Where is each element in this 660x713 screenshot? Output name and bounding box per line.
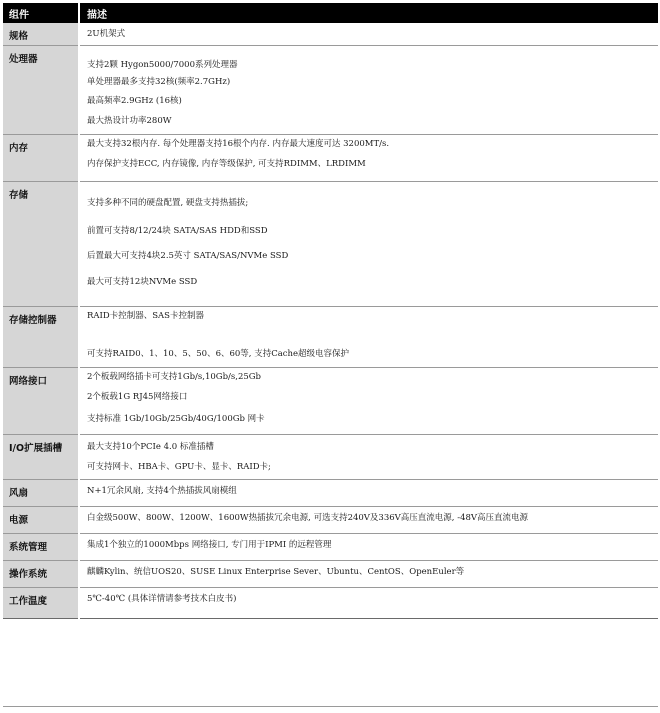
spec-line: 最大热设计功率280W [87, 116, 172, 126]
spec-value [79, 480, 658, 507]
spec-line: 最大可支持12块NVMe SSD [87, 277, 198, 287]
spec-label: 操作系统 [3, 561, 79, 588]
spec-value [79, 561, 658, 588]
spec-line: 单处理器最多支持32核(频率2.7GHz) [87, 77, 231, 87]
spec-value [79, 368, 658, 435]
table-header-row [3, 3, 658, 23]
table-row [3, 561, 658, 588]
table-row [3, 307, 658, 368]
spec-label: 网络接口 [3, 368, 79, 435]
spec-line: N+1冗余风扇, 支持4个热插拔风扇模组 [87, 486, 237, 496]
bottom-divider [3, 706, 658, 707]
table-row [3, 368, 658, 435]
table-row [3, 135, 658, 182]
spec-value [79, 307, 658, 368]
spec-label: 工作温度 [3, 588, 79, 619]
spec-line: 内存保护支持ECC, 内存镜像, 内存等级保护, 可支持RDIMM、LRDIMM [87, 159, 366, 169]
header-component: 组件 [3, 3, 79, 23]
spec-label: 处理器 [3, 46, 79, 135]
spec-line: 可支持RAID0、1、10、5、50、6、60等, 支持Cache超级电容保护 [87, 349, 350, 359]
spec-line: 2U机架式 [87, 29, 126, 39]
table-row [3, 534, 658, 561]
spec-line: 最大支持32根内存. 每个处理器支持16根个内存. 内存最大速度可达 3200MT/s. [87, 139, 390, 149]
table-row [3, 23, 658, 46]
table-row [3, 435, 658, 480]
spec-line: 后置最大可支持4块2.5英寸 SATA/SAS/NVMe SSD [87, 251, 289, 261]
spec-line: 支持标准 1Gb/10Gb/25Gb/40G/100Gb 网卡 [87, 414, 265, 424]
spec-value [79, 46, 658, 135]
spec-label: 存储 [3, 182, 79, 307]
spec-table [3, 3, 658, 619]
spec-label: I/O扩展插槽 [3, 435, 79, 480]
spec-line: 最大支持10个PCIe 4.0 标准插槽 [87, 442, 214, 452]
spec-line: 支持2颗 Hygon5000/7000系列处理器 [87, 60, 238, 70]
spec-line: 2个板载网络插卡可支持1Gb/s,10Gb/s,25Gb [87, 372, 261, 382]
spec-value [79, 534, 658, 561]
table-row [3, 588, 658, 619]
spec-label: 电源 [3, 507, 79, 534]
spec-value [79, 135, 658, 182]
header-description: 描述 [79, 3, 658, 23]
spec-line: 5℃-40℃ (具体详情请参考技术白皮书) [87, 594, 237, 604]
spec-label: 内存 [3, 135, 79, 182]
table-row [3, 480, 658, 507]
spec-line: 白金级500W、800W、1200W、1600W热插拔冗余电源, 可选支持240V及336V高压直流电源, -48V高压直流电源 [87, 513, 529, 523]
spec-value [79, 23, 658, 46]
spec-value [79, 588, 658, 619]
table-row [3, 46, 658, 135]
spec-label: 存储控制器 [3, 307, 79, 368]
spec-value [79, 507, 658, 534]
spec-line: 麒麟Kylin、统信UOS20、SUSE Linux Enterprise Sever、Ubuntu、CentOS、OpenEuler等 [87, 567, 465, 577]
spec-line: 可支持网卡、HBA卡、GPU卡、显卡、RAID卡; [87, 462, 271, 472]
spec-line: 集成1个独立的1000Mbps 网络接口, 专门用于IPMI 的远程管理 [87, 540, 332, 550]
spec-line: 前置可支持8/12/24块 SATA/SAS HDD和SSD [87, 226, 268, 236]
spec-line: 2个板载1G RJ45网络接口 [87, 392, 188, 402]
spec-value [79, 182, 658, 307]
table-row [3, 507, 658, 534]
spec-value [79, 435, 658, 480]
table-row [3, 182, 658, 307]
spec-line: RAID卡控制器、SAS卡控制器 [87, 311, 204, 321]
spec-label: 规格 [3, 23, 79, 46]
spec-label: 系统管理 [3, 534, 79, 561]
spec-line: 支持多种不同的硬盘配置, 硬盘支持热插拔; [87, 198, 249, 208]
spec-line: 最高频率2.9GHz (16核) [87, 96, 182, 106]
spec-label: 风扇 [3, 480, 79, 507]
